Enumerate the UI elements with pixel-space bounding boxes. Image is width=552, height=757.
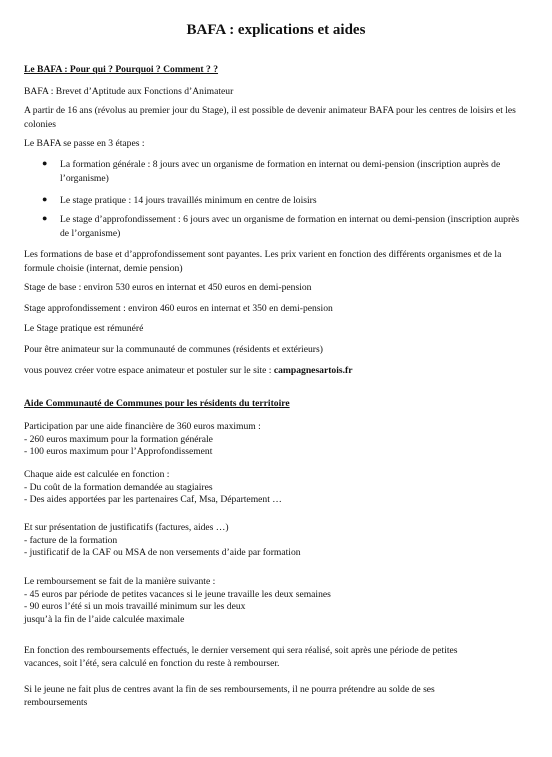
text-line: - facture de la formation	[24, 534, 118, 546]
block-remboursement	[24, 576, 529, 626]
paragraph-animateur: Pour être animateur sur la communauté de communes (résidents et extérieurs)	[24, 344, 323, 355]
text-line: - 100 euros maximum pour l’Approfondissement	[24, 446, 213, 457]
list-item-text: Le stage pratique : 14 jours travaillés minimum en centre de loisirs	[60, 195, 317, 206]
text-line: - Des aides apportées par les partenaires Caf, Msa, Département …	[24, 494, 282, 505]
text-line: - 260 euros maximum pour la formation générale	[24, 433, 213, 445]
text-line: Participation par une aide financière de 360 euros maximum :	[24, 421, 261, 432]
text-line: Si le jeune ne fait plus de centres avant la fin de ses remboursements, il ne pourra prétendre au solde de ses	[24, 684, 435, 695]
paragraph-prices: Les formations de base et d’approfondissement sont payantes. Les prix varient en fonction des différents organismes et de la formule choisie (internat, demie pension)	[24, 249, 502, 274]
paragraph-stage-approfondissement: Stage approfondissement : environ 460 euros en internat et 350 en demi-pension	[24, 303, 333, 314]
site-prefix: vous pouvez créer votre espace animateur et postuler sur le site :	[24, 365, 274, 376]
site-link[interactable]: campagnesartois.fr	[273, 365, 353, 376]
paragraph-steps: Le BAFA se passe en 3 étapes :	[24, 138, 145, 149]
text-line: - 90 euros l’été si un mois travaillé minimum sur les deux	[24, 601, 246, 612]
page-title: BAFA : explications et aides	[186, 22, 366, 38]
paragraph-site	[24, 365, 529, 378]
paragraph-age: A partir de 16 ans (révolus au premier jour du Stage), il est possible de devenir animateur BAFA pour les centres de loisirs et les colonies	[24, 105, 516, 130]
text-line: jusqu’à la fin de l’aide calculée maximale	[24, 613, 185, 625]
text-line: - justificatif de la CAF ou MSA de non versements d’aide par formation	[24, 547, 301, 558]
block-participation	[24, 421, 529, 459]
bullet-icon: ●	[42, 194, 48, 204]
block-solde	[24, 684, 529, 709]
list-item-text: Le stage d’approfondissement : 6 jours avec un organisme de formation en internat ou demi-pension (inscription auprès de l’organisme)	[60, 214, 520, 239]
text-line: Et sur présentation de justificatifs (factures, aides …)	[24, 522, 229, 533]
text-line: - 45 euros par période de petites vacances si le jeune travaille les deux semaines	[24, 588, 331, 600]
text-line: remboursements	[24, 696, 88, 708]
block-dernier-versement	[24, 645, 529, 670]
block-justificatifs	[24, 522, 529, 560]
text-line: - Du coût de la formation demandée au stagiaires	[24, 481, 213, 493]
section-heading-aide: Aide Communauté de Communes pour les résidents du territoire	[24, 398, 290, 409]
paragraph-definition: BAFA : Brevet d’Aptitude aux Fonctions d’Animateur	[24, 86, 234, 97]
text-line: Le remboursement se fait de la manière suivante :	[24, 576, 216, 587]
text-line: Chaque aide est calculée en fonction :	[24, 469, 170, 480]
text-line: vacances, soit l’été, sera calculé en fonction du reste à rembourser.	[24, 657, 280, 669]
text-line: En fonction des remboursements effectués, le dernier versement qui sera réalisé, soit après une période de petites	[24, 645, 458, 656]
paragraph-stage-pratique: Le Stage pratique est rémunéré	[24, 323, 144, 334]
paragraph-stage-base: Stage de base : environ 530 euros en internat et 450 euros en demi-pension	[24, 282, 312, 293]
bullet-icon: ●	[42, 213, 48, 223]
block-calcul	[24, 469, 529, 507]
section-heading-bafa: Le BAFA : Pour qui ? Pourquoi ? Comment ? ?	[24, 64, 219, 75]
list-item-text: La formation générale : 8 jours avec un organisme de formation en internat ou demi-pension (inscription auprès de l’organisme)	[60, 159, 501, 184]
bullet-icon: ●	[42, 158, 48, 168]
